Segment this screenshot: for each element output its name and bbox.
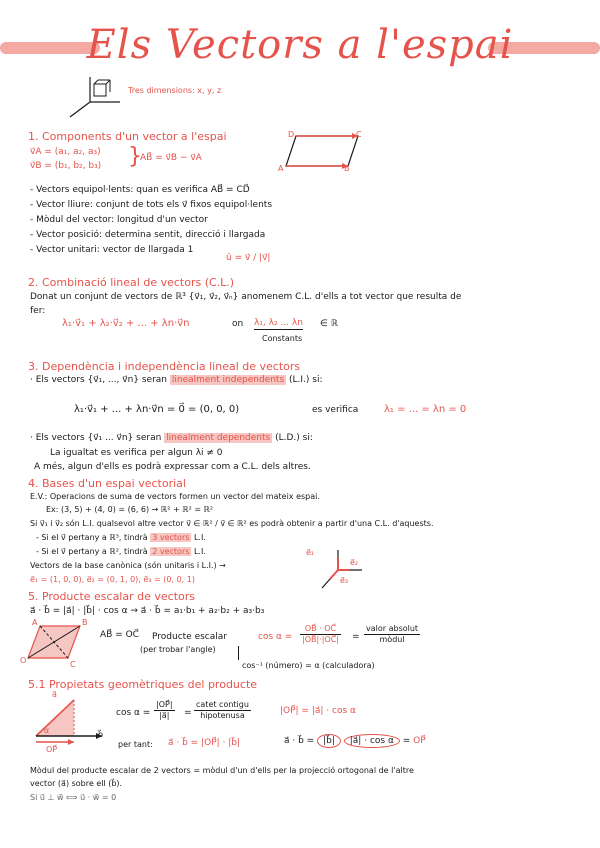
s4-line-2: Ex: (3, 5) + (4, 0) = (6, 6) → ℝ² + ℝ² = ℝ² [46, 505, 214, 514]
s51-cos-lhs: cos α = [116, 708, 151, 718]
s5-prod-sub: (per trobar l'angle) [140, 645, 216, 654]
s3-ld-line-2: A més, algun d'ells es podrà expressar com a C.L. dels altres. [34, 462, 311, 472]
s51-final-a: |a⃗| [349, 736, 362, 746]
s51-per-formula: a⃗ · b⃗ = |OP⃗| · |b⃗| [168, 738, 241, 748]
s5-label-b: B [82, 618, 88, 627]
s51-cos-fraction [154, 700, 175, 721]
s3-ld-pre: · Els vectors {v⃗₁ ... v⃗n} seran [30, 433, 162, 443]
s3-li-line [30, 375, 323, 386]
s2-constants: Constants [262, 334, 303, 343]
s3-ld-post: (L.D.) si: [275, 433, 313, 443]
s3-li-formula: λ₁·v⃗₁ + ... + λn·v⃗n = 0⃗ = (0, 0, 0) [74, 404, 240, 415]
s4-l4-pre: - Si el v⃗ pertany a ℝ³, tindrà [36, 533, 148, 542]
s3-li-highlight: linealment independents [171, 375, 285, 385]
s5-label-o: O [20, 656, 27, 665]
s3-heading: 3. Dependència i independència lineal de vectors [28, 360, 301, 373]
s5-prod-label: Producte escalar [152, 632, 227, 642]
s4-l4-post: L.I. [193, 533, 206, 542]
s4-line-3: Si v⃗₁ i v⃗₂ són L.I. qualsevol altre vector v⃗ ∈ ℝ² / v⃗ ∈ ℝ² es podrà obtenir a partir d'una C.L. d'aquests. [30, 519, 434, 528]
s51-op-formula: |OP⃗| = |a⃗| · cos α [280, 706, 356, 716]
s4-line-5 [36, 547, 206, 557]
s51-per-tant: per tant: [118, 740, 153, 749]
s5-label-c: C [70, 660, 76, 669]
s2-in-r: ∈ ℝ [320, 319, 338, 329]
para-label-a: A [278, 164, 284, 173]
s1-bullet-1: - Vectors equipol·lents: quan es verifica AB⃗ = CD⃗ [30, 185, 250, 195]
s3-ld-line [30, 433, 313, 444]
s5-cos-den: |OB⃗|·|OC⃗| [302, 635, 339, 644]
s51-paragraph-2: vector (a⃗) sobre ell (b⃗). [30, 779, 123, 788]
s1-va: v⃗A = (a₁, a₂, a₃) [30, 147, 101, 157]
s4-l4-highlight: 3 vectors [152, 533, 190, 542]
s2-lambdas: λ₁, λ₂ ... λn [254, 318, 303, 328]
s51-heading: 5.1 Propietats geomètriques del producte [28, 678, 258, 691]
s1-vb: v⃗B = (b₁, b₂, b₃) [30, 161, 102, 171]
s51-final-rhs: OP⃗ [413, 736, 426, 746]
s51-final-lhs: a⃗ · b⃗ = [284, 736, 315, 746]
s4-line-1: E.V.: Operacions de suma de vectors formen un vector del mateix espai. [30, 492, 320, 501]
s2-on: on [232, 319, 244, 329]
s51-cos-num: |OP⃗| [156, 700, 173, 709]
s5-label-a: A [32, 618, 38, 627]
s51-eq: = [184, 708, 192, 718]
s2-formula: λ₁·v⃗₁ + λ₂·v⃗₂ + ... + λn·v⃗n [62, 318, 190, 329]
s5-heading: 5. Producte escalar de vectors [28, 590, 195, 603]
dimensions-note: Tres dimensions: x, y, z [128, 86, 222, 95]
para-label-d: D [288, 130, 295, 139]
s5-valor-den: mòdul [379, 635, 405, 644]
s1-bullet-5: - Vector unitari: vector de llargada 1 [30, 245, 194, 255]
s4-l5-pre: - Si el v⃗ pertany a ℝ², tindrà [36, 547, 148, 556]
s51-cat-fraction [194, 700, 251, 721]
s5-valor-num: valor absolut [366, 624, 419, 633]
s2-heading: 2. Combinació lineal de vectors (C.L.) [28, 276, 235, 289]
axes-3d-sketch [60, 72, 130, 122]
s51-final-b: |b⃗| [317, 734, 341, 748]
s5-cos-fraction [300, 624, 341, 645]
s3-li-pre: · Els vectors {v⃗₁, ..., v⃗n} seran [30, 375, 168, 385]
s3-ld-line-1: La igualtat es verifica per algun λi ≠ 0 [50, 448, 223, 458]
s51-final-cos: cos α [369, 736, 394, 746]
page-title: Els Vectors a l'espai [86, 22, 514, 68]
axis-label-e1: e⃗₁ [306, 548, 315, 557]
s51-cat-num: catet contigu [196, 700, 249, 709]
s3-ld-highlight: linealment dependents [166, 433, 271, 443]
s51-orthogonal: Si u⃗ ⊥ w⃗ ⟺ u⃗ · w⃗ = 0 [30, 793, 117, 802]
s5-cos-num: OB⃗ · OC⃗ [300, 624, 341, 635]
para-label-c: C [356, 130, 362, 139]
tri-label-b: b⃗ [98, 730, 104, 739]
s4-l5-highlight: 2 vectors [152, 547, 190, 556]
s3-li-post: (L.I.) si: [289, 375, 323, 385]
para-label-b: B [344, 164, 350, 173]
tri-label-op: OP⃗ [46, 745, 58, 754]
s1-heading: 1. Components d'un vector a l'espai [28, 130, 227, 143]
s1-ab-formula: AB⃗ = v⃗B − v⃗A [140, 153, 202, 163]
s51-paragraph-1: Mòdul del producte escalar de 2 vectors = mòdul d'un d'ells per la projecció ortogonal de l'altre [30, 766, 414, 775]
s2-line-1: Donat un conjunt de vectors de ℝ³ {v⃗₁, v⃗₂, v⃗ₙ} anomenem C.L. d'ells a tot vector que resulta de [30, 292, 462, 302]
s5-eq: = [352, 632, 360, 642]
axis-label-e3: e⃗₃ [340, 576, 349, 585]
s4-line-4 [36, 533, 206, 543]
s51-final-eq: = [402, 736, 411, 746]
s3-li-result: λ₁ = ... = λn = 0 [384, 404, 467, 415]
s3-li-verif: es verifica [312, 405, 359, 415]
s51-final-a-cos: |a⃗| · cos α [344, 734, 400, 748]
s1-brace: } [128, 144, 142, 169]
tri-label-a: a⃗ [52, 690, 57, 699]
s2-line-2: fer: [30, 306, 46, 316]
s4-heading: 4. Bases d'un espai vectorial [28, 477, 186, 490]
s1-bullet-3: - Mòdul del vector: longitud d'un vector [30, 215, 208, 225]
s51-cat-den: hipotenusa [200, 711, 245, 720]
s5-ab-oc: AB⃗ = OC⃗ [100, 630, 139, 640]
s51-cos-den: |a⃗| [159, 711, 170, 720]
s1-bullet-4: - Vector posició: determina sentit, direcció i llargada [30, 230, 266, 240]
s4-line-6: Vectors de la base canònica (són unitaris i L.I.) → [30, 561, 226, 570]
tri-label-alpha: α [44, 726, 50, 735]
s5-valor-fraction [364, 624, 420, 645]
s5-cos-lhs: cos α = [258, 632, 293, 642]
axis-label-e2: e⃗₂ [350, 558, 359, 567]
s5-formula: a⃗ · b⃗ = |a⃗| · |b⃗| · cos α → a⃗ · b⃗ = a₁·b₁ + a₂·b₂ + a₃·b₃ [30, 606, 265, 616]
s5-down-arrow [238, 646, 239, 660]
s1-bullet-2: - Vector lliure: conjunt de tots els v⃗ fixos equipol·lents [30, 200, 273, 210]
s5-acos: cos⁻¹ (número) = α (calculadora) [242, 661, 375, 670]
projection-triangle [28, 690, 108, 750]
s4-line-7: e⃗₁ = (1, 0, 0), e⃗₂ = (0, 1, 0), e⃗₃ = (0, 0, 1) [30, 575, 195, 584]
s1-unit-formula: û = v⃗ / |v⃗| [226, 253, 271, 263]
s4-l5-post: L.I. [193, 547, 206, 556]
s51-final [284, 736, 426, 747]
